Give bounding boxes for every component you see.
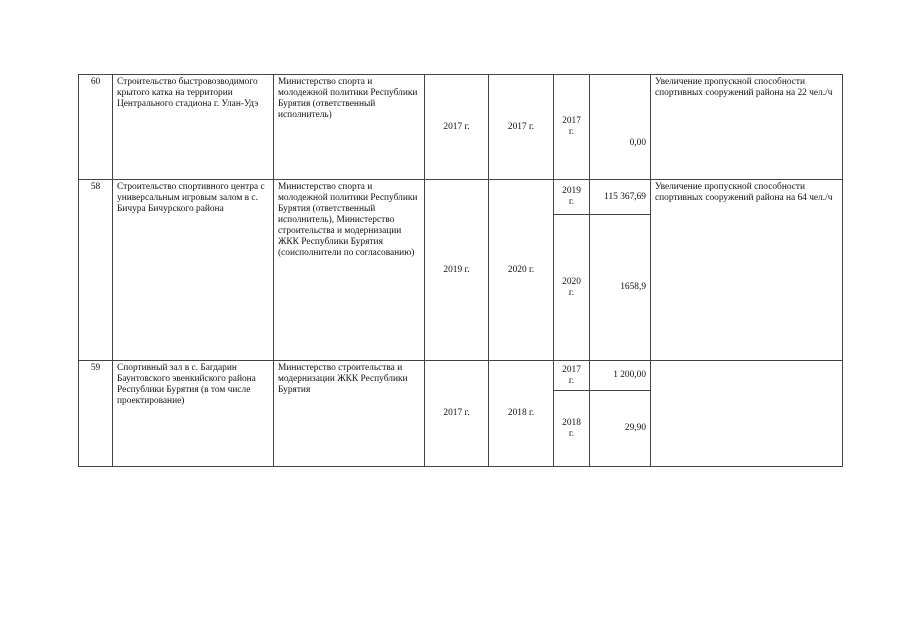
funding-amount — [590, 75, 651, 180]
funding-year — [554, 391, 590, 467]
funding-year — [554, 215, 590, 361]
expected-result: Увеличение пропускной способности спортивных сооружений района на 22 чел./ч — [651, 75, 843, 180]
funding-year-suffix: г. — [568, 127, 575, 137]
funding-year-number: 2017 — [562, 364, 581, 375]
start-year: 2019 г. — [425, 180, 489, 361]
funding-amount: 115 367,69 — [590, 180, 651, 215]
program-table — [78, 74, 843, 467]
executor: Министерство спорта и молодежной политики Республики Бурятия (ответственный исполнитель), Министерство строительства и модернизации ЖКК Республики Бурятия (соисполнители по согласованию) — [274, 180, 425, 361]
project-name: Строительство спортивного центра с универсальным игровым залом в с. Бичура Бичурского района — [113, 180, 274, 361]
start-year: 2017 г. — [425, 75, 489, 180]
funding-year-number: 2020 — [562, 276, 581, 287]
funding-amount-value: 0,00 — [629, 137, 646, 148]
funding-amount: 29,90 — [590, 391, 651, 467]
project-name: Спортивный зал в с. Багдарин Баунтовского эвенкийского района Республики Бурятия (в том числе проектирование) — [113, 361, 274, 467]
table-row — [79, 361, 843, 391]
funding-year-number: 2019 — [562, 186, 581, 196]
row-number: 60 — [79, 75, 113, 180]
funding-year-number: 2017 — [562, 116, 581, 126]
funding-year — [554, 361, 590, 391]
project-name: Строительство быстровозводимого крытого катка на территории Центрального стадиона г. Улан-Удэ — [113, 75, 274, 180]
row-number: 59 — [79, 361, 113, 467]
end-year: 2017 г. — [489, 75, 554, 180]
table-row — [79, 75, 843, 180]
funding-year-number: 2018 — [562, 417, 581, 428]
expected-result: Увеличение пропускной способности спортивных сооружений района на 64 чел./ч — [651, 180, 843, 361]
expected-result — [651, 361, 843, 467]
funding-year — [554, 180, 590, 215]
funding-year — [554, 75, 590, 180]
end-year: 2020 г. — [489, 180, 554, 361]
executor: Министерство спорта и молодежной политики Республики Бурятия (ответственный исполнитель) — [274, 75, 425, 180]
end-year: 2018 г. — [489, 361, 554, 467]
funding-year-suffix: г. — [568, 375, 575, 386]
start-year: 2017 г. — [425, 361, 489, 467]
funding-year-suffix: г. — [568, 287, 575, 298]
funding-amount: 1 200,00 — [590, 361, 651, 391]
funding-year-suffix: г. — [568, 428, 575, 439]
table-row — [79, 180, 843, 215]
funding-year-suffix: г. — [568, 197, 575, 207]
row-number: 58 — [79, 180, 113, 361]
funding-amount: 1658,9 — [590, 215, 651, 361]
executor: Министерство строительства и модернизации ЖКК Республики Бурятия — [274, 361, 425, 467]
